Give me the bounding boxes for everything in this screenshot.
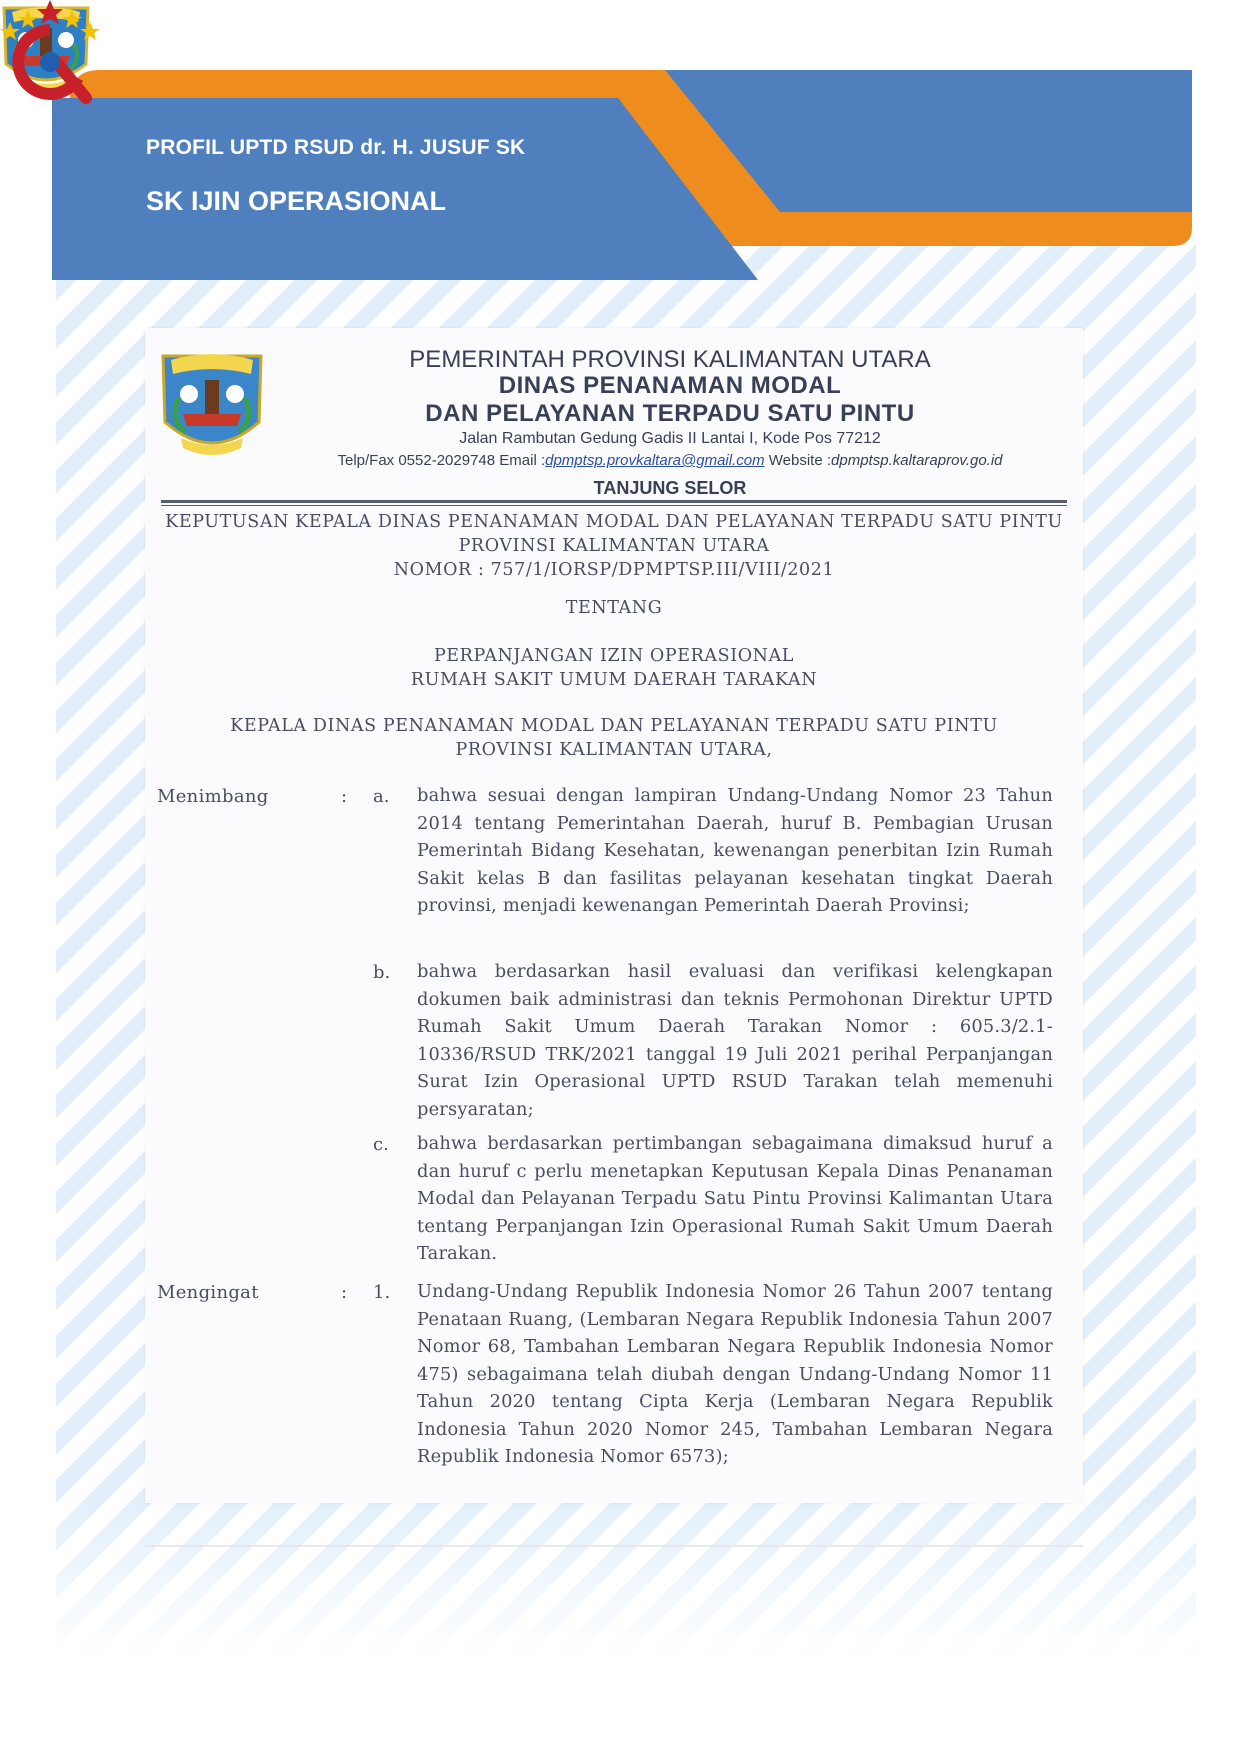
decree-title-line2: PROVINSI KALIMANTAN UTARA	[458, 536, 770, 556]
decree-issuer-line2: PROVINSI KALIMANTAN UTARA,	[455, 740, 773, 760]
letterhead-agency-line2: DAN PELAYANAN TERPADU SATU PINTU	[425, 400, 915, 427]
decree-issuer-line1: KEPALA DINAS PENANAMAN MODAL DAN PELAYANAN TERPADU SATU PINTU	[230, 716, 998, 736]
decree-subject-line1: PERPANJANGAN IZIN OPERASIONAL	[433, 646, 795, 666]
letterhead-contact	[260, 452, 1080, 469]
contact-email-link[interactable]: dpmptsp.provkaltara@gmail.com	[545, 452, 765, 469]
decree-tentang: TENTANG	[565, 598, 663, 618]
header-banner	[0, 0, 1240, 300]
menimbang-marker-c: c.	[373, 1134, 389, 1155]
menimbang-item-c: bahwa berdasarkan pertimbangan sebagaimana dimaksud huruf a dan huruf c perlu menetapkan Keputusan Kepala Dinas Penanaman Modal dan Pelayanan Terpadu Satu Pintu Provinsi Kalimantan Utara tentang Perpanjangan Izin Operasional Rumah Sakit Umum Daerah Tarakan.	[417, 1133, 1053, 1264]
menimbang-item-a: bahwa sesuai dengan lampiran Undang-Undang Nomor 23 Tahun 2014 tentang Pemerintahan Daerah, huruf B. Pembagian Urusan Pemerintah Bidang Kesehatan, kewenangan penerbitan Izin Rumah Sakit kelas B dan fasilitas pelayanan kesehatan tingkat Daerah provinsi, menjadi kewenangan Pemerintah Daerah Provinsi;	[417, 785, 1053, 916]
letterhead-rule-thin	[161, 505, 1067, 506]
banner-title: SK IJIN OPERASIONAL	[146, 186, 447, 216]
menimbang-marker-b: b.	[373, 962, 391, 983]
menimbang-label: Menimbang	[157, 786, 269, 807]
background-fade	[56, 1500, 1196, 1700]
mengingat-colon: :	[341, 1282, 348, 1303]
letterhead-address: Jalan Rambutan Gedung Gadis II Lantai I, Kode Pos 77212	[459, 430, 881, 447]
decree-number: NOMOR : 757/1/IORSP/DPMPTSP.III/VIII/2021	[393, 560, 835, 580]
mengingat-marker-1: 1.	[373, 1282, 391, 1303]
letterhead-agency-line1: DINAS PENANAMAN MODAL	[498, 372, 842, 399]
contact-website-label: Website :	[764, 452, 832, 469]
scanned-document	[145, 328, 1083, 1503]
contact-website: dpmptsp.kaltaraprov.go.id	[831, 452, 1003, 469]
letterhead-government: PEMERINTAH PROVINSI KALIMANTAN UTARA	[409, 346, 931, 373]
letterhead-city: TANJUNG SELOR	[593, 478, 747, 498]
banner-subtitle: PROFIL UPTD RSUD dr. H. JUSUF SK	[146, 136, 526, 159]
decree-subject-line2: RUMAH SAKIT UMUM DAERAH TARAKAN	[410, 670, 818, 690]
contact-phone: Telp/Fax 0552-2029748 Email :	[337, 452, 546, 469]
kalimantan-utara-emblem-icon	[159, 348, 265, 468]
menimbang-marker-a: a.	[373, 786, 390, 807]
letterhead-rule-thick	[161, 500, 1067, 503]
mengingat-item-1: Undang-Undang Republik Indonesia Nomor 26 Tahun 2007 tentang Penataan Ruang, (Lembaran Negara Republik Indonesia Tahun 2007 Nomor 68, Tambahan Lembaran Negara Republik Indonesia Nomor 475) sebagaimana telah diubah dengan Undang-Undang Nomor 11 Tahun 2020 tentang Cipta Kerja (Lembaran Negara Republik Indonesia Tahun 2020 Nomor 245, Tambahan Lembaran Negara Republik Indonesia Nomor 6573);	[417, 1281, 1053, 1467]
decree-title-line1: KEPUTUSAN KEPALA DINAS PENANAMAN MODAL DAN PELAYANAN TERPADU SATU PINTU	[165, 512, 1063, 532]
footer-divider	[145, 1545, 1083, 1547]
quality-star-logo-icon	[0, 0, 100, 106]
mengingat-label: Mengingat	[157, 1282, 259, 1303]
menimbang-item-b: bahwa berdasarkan hasil evaluasi dan verifikasi kelengkapan dokumen baik administrasi dan teknis Permohonan Direktur UPTD Rumah Sakit Umum Daerah Tarakan Nomor : 605.3/2.1-10336/RSUD TRK/2021 tanggal 19 Juli 2021 perihal Perpanjangan Surat Izin Operasional UPTD RSUD Tarakan telah memenuhi persyaratan;	[417, 961, 1053, 1120]
menimbang-colon: :	[341, 786, 348, 807]
